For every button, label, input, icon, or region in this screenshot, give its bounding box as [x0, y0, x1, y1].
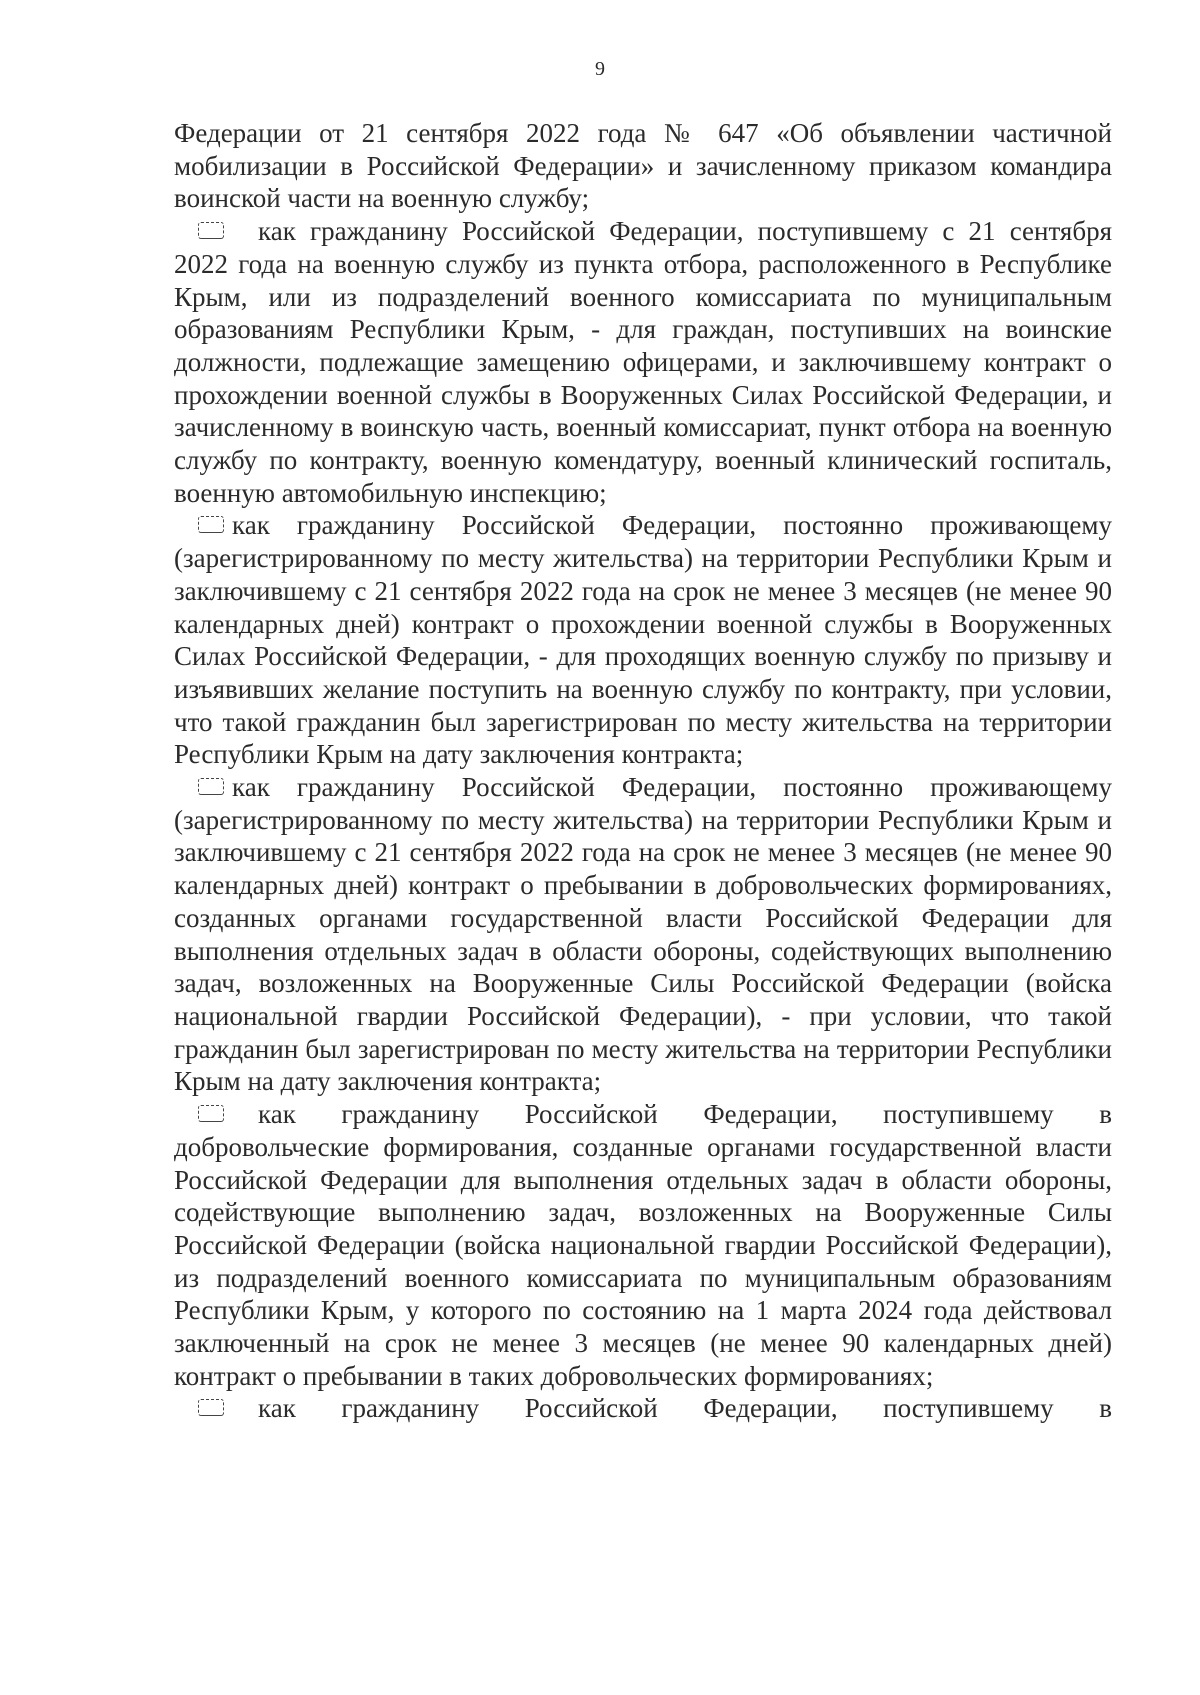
- paragraph-option: [174, 1392, 1112, 1425]
- paragraph-text: как гражданину Российской Федерации, постоянно проживающему (зарегистрированному по месту жительства) на территории Республики Крым и заключившему с 21 сентября 2022 года на срок не менее 3 месяцев (не менее 90 календарных дней) контракт о прохождении военной службы в Вооруженных Силах Российской Федерации, - для проходящих военную службу по призыву и изъявивших желание поступить на военную службу по контракту, при условии, что такой гражданин был зарегистрирован по месту жительства на территории Республики Крым на дату заключения контракта;: [174, 510, 1112, 770]
- checkbox-icon[interactable]: [198, 778, 224, 795]
- paragraph-option: [174, 509, 1112, 771]
- checkbox-icon[interactable]: [198, 1105, 224, 1122]
- paragraph-option: [174, 1098, 1112, 1392]
- paragraph-text: как гражданину Российской Федерации, поступившему в добровольческие формирования, созданные органами государственной власти Российской Федерации для выполнения отдельных задач в области обороны, содействующие выполнению задач, возложенных на Вооруженные Силы Российской Федерации (войска национальной гвардии Российской Федерации), из подразделений военного комиссариата по муниципальным образованиям Республики Крым, у которого по состоянию на 1 марта 2024 года действовал заключенный на срок не менее 3 месяцев (не менее 90 календарных дней) контракт о пребывании в таких добровольческих формированиях;: [174, 1099, 1112, 1391]
- paragraph-text: как гражданину Российской Федерации, поступившему с 21 сентября 2022 года на военную службу из пункта отбора, расположенного в Республике Крым, или из подразделений военного комиссариата по муниципальным образованиям Республики Крым, - для граждан, поступивших на воинские должности, подлежащие замещению офицерами, и заключившему контракт о прохождении военной службы в Вооруженных Силах Российской Федерации, и зачисленному в воинскую часть, военный комиссариат, пункт отбора на военную службу по контракту, военную комендатуру, военный клинический госпиталь, военную автомобильную инспекцию;: [174, 216, 1112, 508]
- paragraph-text: как гражданину Российской Федерации, поступившему в: [258, 1393, 1112, 1424]
- paragraph-option: [174, 215, 1112, 509]
- page-number: 9: [595, 58, 605, 80]
- paragraph-continuation: [174, 117, 1112, 215]
- checkbox-icon[interactable]: [198, 516, 224, 533]
- document-body: [174, 117, 1112, 1425]
- paragraph-text: Федерации от 21 сентября 2022 года № 647 «Об объявлении частичной мобилизации в Российской Федерации» и зачисленному приказом командира воинской части на военную службу;: [174, 118, 1112, 214]
- checkbox-icon[interactable]: [198, 1399, 224, 1416]
- paragraph-option: [174, 771, 1112, 1098]
- paragraph-text: как гражданину Российской Федерации, постоянно проживающему (зарегистрированному по месту жительства) на территории Республики Крым и заключившему с 21 сентября 2022 года на срок не менее 3 месяцев (не менее 90 календарных дней) контракт о пребывании в добровольческих формированиях, созданных органами государственной власти Российской Федерации для выполнения отдельных задач в области обороны, содействующих выполнению задач, возложенных на Вооруженные Силы Российской Федерации (войска национальной гвардии Российской Федерации), - при условии, что такой гражданин был зарегистрирован по месту жительства на территории Республики Крым на дату заключения контракта;: [174, 772, 1112, 1097]
- checkbox-icon[interactable]: [198, 222, 224, 239]
